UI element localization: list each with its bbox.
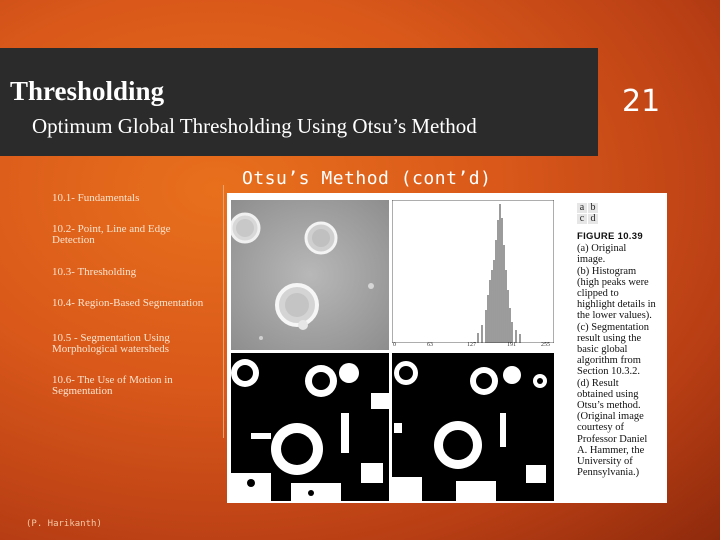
caption-line: Pennsylvania.) bbox=[577, 467, 640, 479]
original-image-panel bbox=[231, 200, 389, 350]
caption-line: result using the bbox=[577, 332, 642, 344]
caption-line: Otsu’s method. bbox=[577, 400, 641, 412]
caption-line: University of bbox=[577, 456, 633, 468]
toc-item-label: 10.3- Thresholding bbox=[52, 266, 137, 278]
caption-line: algorithm from bbox=[577, 355, 641, 367]
caption-line: clipped to bbox=[577, 288, 619, 300]
panel-label: d bbox=[588, 214, 598, 224]
histogram-tick: 255 bbox=[541, 342, 550, 348]
page-number: 21 bbox=[622, 84, 661, 119]
toc-item[interactable] bbox=[52, 298, 227, 309]
toc-item[interactable] bbox=[52, 375, 227, 397]
toc-item[interactable] bbox=[52, 224, 227, 246]
toc-item-label: Segmentation bbox=[52, 385, 113, 397]
histogram-tick: 0 bbox=[393, 342, 396, 348]
panel-label: a bbox=[577, 203, 587, 213]
slide-section-title: Thresholding bbox=[10, 76, 165, 106]
global-threshold-result-panel bbox=[231, 353, 389, 501]
caption-line: image. bbox=[577, 254, 606, 266]
caption-line: highlight details in bbox=[577, 299, 656, 311]
caption-line: (high peaks were bbox=[577, 276, 649, 288]
caption-line: basic global bbox=[577, 344, 628, 356]
caption-line: Professor Daniel bbox=[577, 433, 648, 445]
toc-item-label: Detection bbox=[52, 234, 95, 246]
figure-label: FIGURE 10.39 bbox=[577, 231, 643, 242]
histogram-axis-ticks bbox=[391, 342, 551, 350]
panel-label: b bbox=[588, 203, 598, 213]
toc-item-label: Morphological watersheds bbox=[52, 343, 169, 355]
histogram-panel bbox=[392, 200, 554, 343]
figure-caption bbox=[577, 231, 667, 478]
caption-line: (c) Segmentation bbox=[577, 321, 650, 333]
otsu-result-panel bbox=[392, 353, 554, 501]
histogram-tick: 191 bbox=[507, 342, 516, 348]
histogram-tick: 63 bbox=[427, 342, 433, 348]
caption-line: (d) Result bbox=[577, 377, 619, 389]
table-of-contents bbox=[30, 185, 226, 438]
histogram-tick: 127 bbox=[467, 342, 476, 348]
toc-item-label: 10.2- Point, Line and Edge bbox=[52, 223, 171, 235]
slide-subtitle: Optimum Global Thresholding Using Otsu’s Method bbox=[32, 114, 477, 138]
slide-heading: Otsu’s Method (cont’d) bbox=[242, 168, 492, 189]
author-footer: (P. Harikanth) bbox=[26, 519, 102, 529]
caption-line: obtained using bbox=[577, 388, 639, 400]
toc-item-label: 10.1- Fundamentals bbox=[52, 192, 140, 204]
panel-labels bbox=[577, 203, 605, 225]
caption-line: (a) Original bbox=[577, 243, 627, 255]
toc-divider bbox=[223, 185, 224, 438]
toc-item-label: 10.5 - Segmentation Using bbox=[52, 332, 170, 344]
toc-item-label: 10.6- The Use of Motion in bbox=[52, 374, 173, 386]
panel-label: c bbox=[577, 214, 587, 224]
caption-line: courtesy of bbox=[577, 422, 624, 434]
toc-item-label: 10.4- Region-Based Segmentation bbox=[52, 297, 204, 309]
toc-item[interactable] bbox=[52, 193, 227, 204]
toc-item[interactable] bbox=[52, 267, 227, 278]
toc-item[interactable] bbox=[52, 333, 227, 355]
caption-line: Section 10.3.2. bbox=[577, 366, 640, 378]
figure-10-39 bbox=[227, 193, 667, 503]
caption-line: the lower values). bbox=[577, 310, 652, 322]
caption-line: A. Hammer, the bbox=[577, 444, 645, 456]
caption-line: (Original image bbox=[577, 411, 644, 423]
caption-line: (b) Histogram bbox=[577, 265, 637, 277]
